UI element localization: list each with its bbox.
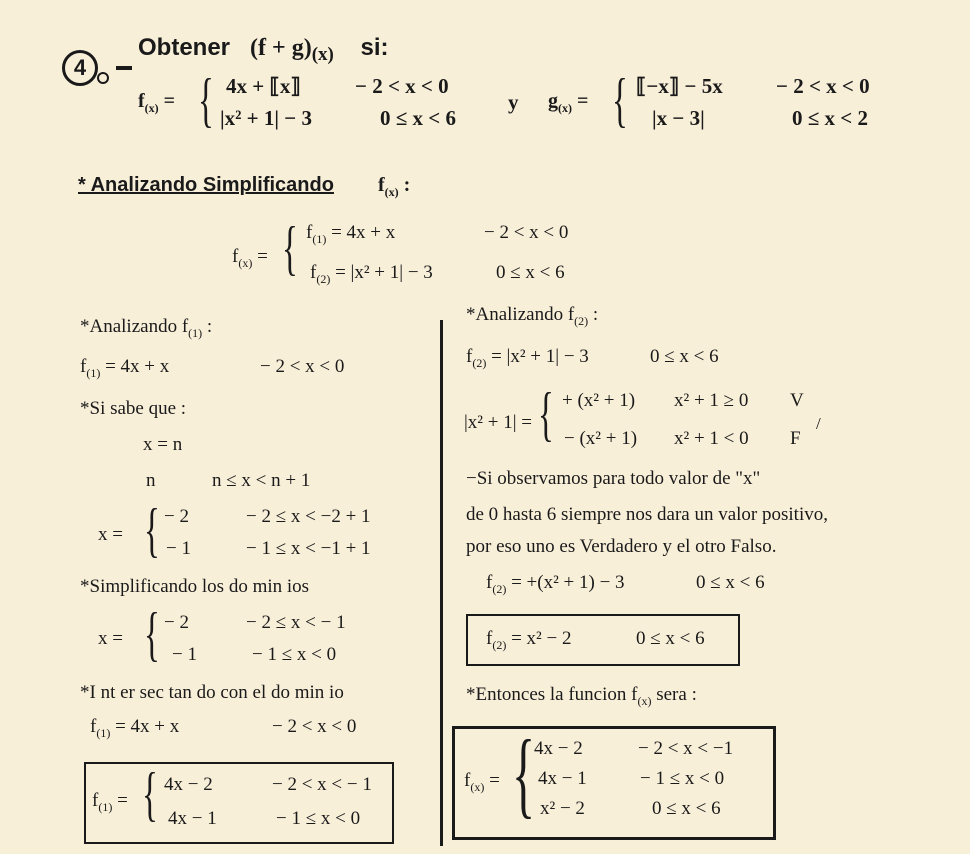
left-box-label: $f_{(1)}$ =: [92, 790, 128, 814]
left-brace-icon: {: [142, 761, 158, 827]
section-heading: * Analizando Simplificando: [78, 174, 334, 196]
problem-f-case1: 4x + ⟦x⟧: [226, 74, 301, 98]
left-brace-icon: {: [512, 720, 536, 827]
left-box-case2-domain: − 1 ≤ x < 0: [276, 808, 361, 829]
final-case2-domain: − 1 ≤ x < 0: [640, 768, 725, 789]
left-x-case2: − 1: [166, 538, 191, 559]
right-abs-case2-tf: F: [790, 428, 801, 449]
title-expr-sub: (x): [311, 44, 334, 65]
left-brace-icon: {: [282, 215, 298, 281]
fdef-case2-domain: 0 ≤ x < 6: [496, 262, 565, 283]
final-case1: 4x − 2: [534, 738, 583, 759]
right-observation-line3: por eso uno es Verdadero y el otro Falso.: [466, 536, 777, 557]
right-analyze-title: *Analizando $f_{(2)}$ :: [466, 304, 599, 328]
right-observation-line2: de 0 hasta 6 siempre nos dara un valor positivo,: [466, 504, 828, 525]
problem-number-badge: [62, 50, 98, 86]
fdef-case2: $f_{(2)} = |x^2 + 1| - 3$: [310, 262, 433, 286]
right-box-domain: 0 ≤ x < 6: [636, 628, 705, 649]
left-f1: $f_{(1)} = 4x + x$: [80, 356, 170, 380]
left-x-case2-domain: − 1 ≤ x < −1 + 1: [246, 538, 371, 559]
title-text: Obtener: [138, 34, 231, 61]
problem-g-case2: |x − 3|: [652, 106, 705, 130]
problem-y: y: [508, 90, 519, 114]
final-case2: 4x − 1: [538, 768, 587, 789]
left-x-eq-n: x = n: [143, 434, 183, 455]
title-si: si:: [360, 34, 389, 61]
right-abs-case2: − (x² + 1): [564, 428, 638, 449]
problem-g-case1: ⟦−x⟧ − 5x: [636, 74, 723, 98]
final-case1-domain: − 2 < x < −1: [638, 738, 734, 759]
right-abs-label: |x² + 1| =: [464, 412, 532, 433]
problem-title: [138, 34, 389, 66]
left-n: n: [146, 470, 156, 491]
left-x-piecewise-label: x =: [98, 524, 123, 545]
bullet-circle-icon: [97, 72, 109, 84]
problem-f-case1-domain: − 2 < x < 0: [355, 74, 449, 98]
left-n-domain: n ≤ x < n + 1: [212, 470, 311, 491]
left-x-case1-domain: − 2 ≤ x < −2 + 1: [246, 506, 371, 527]
problem-number: 4: [73, 55, 87, 80]
left-x2-case1-domain: − 2 ≤ x < − 1: [246, 612, 346, 633]
problem-f-case2-domain: 0 ≤ x < 6: [380, 106, 456, 130]
right-abs-case1-tf: V: [790, 390, 804, 411]
left-x2-case1: − 2: [164, 612, 189, 633]
right-f2b-domain: 0 ≤ x < 6: [696, 572, 765, 593]
left-f1-domain: − 2 < x < 0: [260, 356, 345, 377]
right-abs-case1: + (x² + 1): [562, 390, 636, 411]
right-box-expr: $f_{(2)} = x^2 - 2$: [486, 628, 572, 652]
title-expr: (f + g): [250, 35, 312, 61]
left-f1b-domain: − 2 < x < 0: [272, 716, 357, 737]
section-heading-f: $f_{(x)}$ :: [378, 174, 411, 199]
right-f2b: $f_{(2)} = +(x^2 + 1) - 3$: [486, 572, 625, 596]
dash-mark: [116, 66, 132, 70]
left-analyze-title: *Analizando $f_{(1)}$ :: [80, 316, 213, 340]
left-box-case1-domain: − 2 < x < − 1: [272, 774, 372, 795]
right-f2-domain: 0 ≤ x < 6: [650, 346, 719, 367]
problem-f-case2: |x² + 1| − 3: [220, 106, 312, 130]
fdef-case1: $f_{(1)} = 4x + x$: [306, 222, 396, 246]
left-x2-case2: − 1: [172, 644, 197, 665]
left-si-sabe: *Si sabe que :: [80, 398, 187, 419]
left-brace-icon: {: [612, 67, 628, 133]
right-abs-case2-cond: x² + 1 < 0: [674, 428, 749, 449]
column-divider: [440, 320, 443, 846]
problem-f-label: $f_{(x)}$ =: [138, 90, 176, 115]
left-brace-icon: {: [198, 67, 214, 133]
right-entonces: *Entonces la funcion $f_{(x)}$ sera :: [466, 684, 697, 708]
right-observation-line1: −Si observamos para todo valor de "x": [466, 468, 761, 489]
left-x-case1: − 2: [164, 506, 189, 527]
left-f1b: $f_{(1)} = 4x + x$: [90, 716, 180, 740]
problem-g-case2-domain: 0 ≤ x < 2: [792, 106, 868, 130]
left-brace-icon: {: [144, 601, 160, 667]
left-brace-icon: {: [538, 381, 554, 447]
left-intersectando: *I nt er sec tan do con el do min io: [80, 682, 344, 703]
problem-g-label: $g_{(x)}$ =: [548, 90, 589, 115]
right-f2: $f_{(2)} = |x^2 + 1| - 3$: [466, 346, 589, 370]
left-box-case1: 4x − 2: [164, 774, 213, 795]
left-brace-icon: {: [144, 497, 160, 563]
fdef-case1-domain: − 2 < x < 0: [484, 222, 569, 243]
final-case3: x² − 2: [540, 798, 585, 819]
right-abs-case1-cond: x² + 1 ≥ 0: [674, 390, 749, 411]
left-x2-case2-domain: − 1 ≤ x < 0: [252, 644, 337, 665]
final-case3-domain: 0 ≤ x < 6: [652, 798, 721, 819]
fdef-label: $f_{(x)}$ =: [232, 246, 268, 270]
right-slash-mark: /: [816, 414, 821, 433]
problem-g-case1-domain: − 2 < x < 0: [776, 74, 870, 98]
final-label: $f_{(x)}$ =: [464, 770, 500, 794]
left-simplificando: *Simplificando los do min ios: [80, 576, 310, 597]
left-box-case2: 4x − 1: [168, 808, 217, 829]
left-x2-piecewise-label: x =: [98, 628, 123, 649]
